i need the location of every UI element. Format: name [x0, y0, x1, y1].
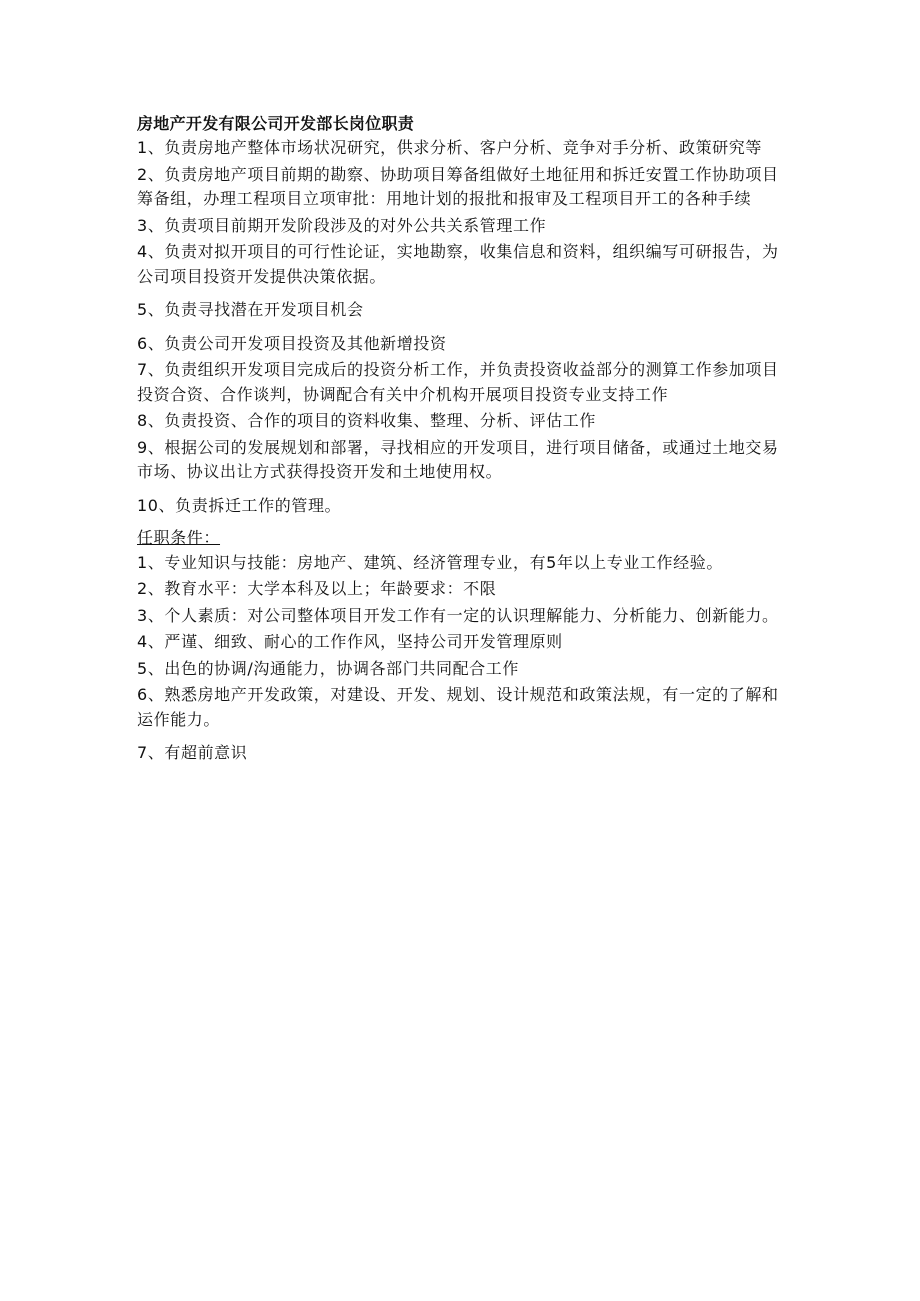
- requirement-item-3: 3、个人素质：对公司整体项目开发工作有一定的认识理解能力、分析能力、创新能力。: [137, 605, 779, 625]
- duty-item-8: 8、负责投资、合作的项目的资料收集、整理、分析、评估工作: [137, 411, 596, 430]
- duty-item-3: 3、负责项目前期开发阶段涉及的对外公共关系管理工作: [137, 215, 547, 235]
- requirement-item-2: 2、教育水平：大学本科及以上；年龄要求：不限: [137, 579, 497, 598]
- requirement-item-5: 5、出色的协调/沟通能力，协调各部门共同配合工作: [137, 658, 519, 678]
- document-body: [137, 111, 787, 766]
- duty-item-10: 10、负责拆迁工作的管理。: [137, 495, 342, 515]
- duty-item-5: 5、负责寻找潜在开发项目机会: [137, 300, 364, 319]
- document-title: 房地产开发有限公司开发部长岗位职责: [137, 114, 415, 133]
- duty-item-1: 1、负责房地产整体市场状况研究，供求分析、客户分析、竞争对手分析、政策研究等: [137, 138, 762, 157]
- requirement-item-4: 4、严谨、细致、耐心的工作作风，坚持公司开发管理原则: [137, 632, 563, 651]
- requirement-item-7: 7、有超前意识: [137, 743, 248, 762]
- duty-item-4: 4、负责对拟开项目的可行性论证，实地勘察，收集信息和资料，组织编写可研报告，为公司项目投资开发提供决策依据。: [137, 242, 779, 286]
- duty-item-2: 2、负责房地产项目前期的勘察、协助项目筹备组做好土地征用和拆迁安置工作协助项目筹备组，办理工程项目立项审批：用地计划的报批和报审及工程项目开工的各种手续: [137, 164, 779, 208]
- requirements-heading: 任职条件：: [137, 528, 221, 547]
- requirement-item-1: 1、专业知识与技能：房地产、建筑、经济管理专业，有5年以上专业工作经验。: [137, 552, 723, 572]
- duty-item-7: 7、负责组织开发项目完成后的投资分析工作，并负责投资收益部分的测算工作参加项目投资合资、合作谈判，协调配合有关中介机构开展项目投资专业支持工作: [137, 360, 779, 404]
- duty-item-6: 6、负责公司开发项目投资及其他新增投资: [137, 333, 447, 353]
- duty-item-9: 9、根据公司的发展规划和部署，寻找相应的开发项目，进行项目储备，或通过土地交易市场、协议出让方式获得投资开发和土地使用权。: [137, 437, 779, 481]
- requirement-item-6: 6、熟悉房地产开发政策，对建设、开发、规划、设计规范和政策法规，有一定的了解和运作能力。: [137, 685, 779, 729]
